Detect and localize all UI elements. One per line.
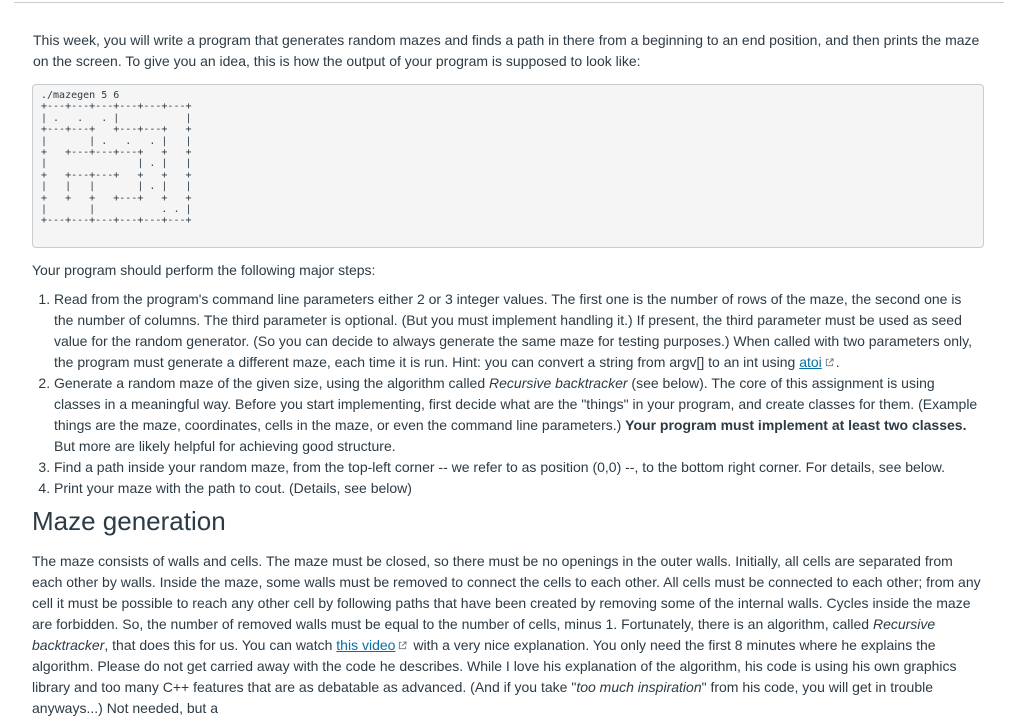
code-line: + +---+---+---+ + + (41, 147, 192, 159)
code-line: | . . . | | (41, 112, 192, 124)
atoi-link[interactable]: atoi (799, 354, 822, 370)
assignment-content (32, 30, 984, 719)
code-line: +---+---+---+---+---+---+ (41, 215, 192, 227)
step-2-text-a: Generate a random maze of the given size, using the algorithm called (54, 375, 490, 391)
step-4: 4. Print your maze with the path to cout. (Details, see below) (54, 478, 984, 499)
code-line: ./mazegen 5 6 (41, 90, 120, 101)
maze-par-emphasis-2: too much inspiration (576, 679, 702, 695)
external-link-icon (398, 641, 407, 650)
code-line: | | . | | (41, 158, 192, 170)
maze-generation-paragraph (32, 551, 984, 719)
section-title: Maze generation (32, 506, 226, 536)
step-2-emphasis: Recursive backtracker (489, 375, 628, 391)
step-2 (54, 373, 984, 457)
external-link-icon (825, 358, 834, 367)
maze-par-emphasis: Recursive backtracker (32, 616, 936, 653)
code-line: +---+---+ +---+---+ + (41, 124, 192, 136)
maze-output-code-block (32, 84, 984, 248)
top-divider (14, 2, 1004, 3)
step-2-text-c: But more are likely helpful for achieving good structure. (54, 438, 396, 454)
maze-par-text-b: , that does this for us. You can watch (104, 637, 337, 653)
code-line: | | . . | (41, 204, 192, 216)
step-2-text-b: (see below). The core of this assignment is using classes in a meaningful way. Before you start implementing, first decide what are the "things" in your program, and create classes for them. (Example things are the maze, coordinates, cells in the maze, or even the command line parameters.) (54, 375, 978, 433)
step-1-text: Read from the program's command line parameters either 2 or 3 integer values. The first one is the number of rows of the maze, the second one is the number of columns. The third parameter is optional. (But you must implement handling it.) If present, the third parameter must be used as seed value for the random generator. (So you can decide to always generate the same maze for testing purposes.) When called with two parameters only, the program must generate a different maze, each time it is run. Hint: you can convert a string from argv[] to an int using (54, 291, 973, 370)
code-line: + +---+---+ + + + (41, 169, 192, 181)
steps-list (32, 289, 984, 499)
code-line: | | . . . | | (41, 135, 192, 147)
code-line: | | | | . | | (41, 181, 192, 193)
step-1 (54, 289, 984, 373)
maze-par-text-c: with a very nice explanation. You only need the first 8 minutes where he explains the algorithm. Please do not get carried away with the code he describes. While I love his explanation of the algorithm, his code is using his own graphics library and too many C++ features that are as debatable as advanced. (And if you take " (32, 637, 957, 695)
maze-par-text-a: The maze consists of walls and cells. The maze must be closed, so there must be no openings in the outer walls. Initially, all cells are separated from each other by walls. Inside the maze, some walls must be removed to connect the cells to each other. All cells must be connected to each other; from any cell it must be possible to reach any other cell by following paths that have been created by removing some of the internal walls. Cycles inside the maze are forbidden. So, the number of removed walls must be equal to the number of cells, minus 1. Fortunately, there is an algorithm, called (32, 553, 981, 632)
code-line: +---+---+---+---+---+---+ (41, 101, 192, 113)
intro-paragraph: This week, you will write a program that generates random mazes and finds a path in there from a beginning to an end position, and then prints the maze on the screen. To give you an idea, this is how the output of your program is supposed to look like: (33, 32, 980, 69)
video-link[interactable]: this video (336, 637, 396, 653)
maze-output-code (41, 90, 975, 227)
step-1-end: . (835, 354, 840, 370)
code-line: + + + +---+ + + (41, 192, 192, 204)
maze-par-text-d: " from his code, you will get in trouble anyways...) Not needed, but a (32, 679, 934, 716)
steps-intro: Your program should perform the following major steps: (32, 262, 376, 278)
step-2-strong: Your program must implement at least two classes. (625, 417, 967, 433)
step-3: 3. Find a path inside your random maze, from the top-left corner -- we refer to as position (0,0) --, to the bottom right corner. For details, see below. (54, 457, 984, 478)
